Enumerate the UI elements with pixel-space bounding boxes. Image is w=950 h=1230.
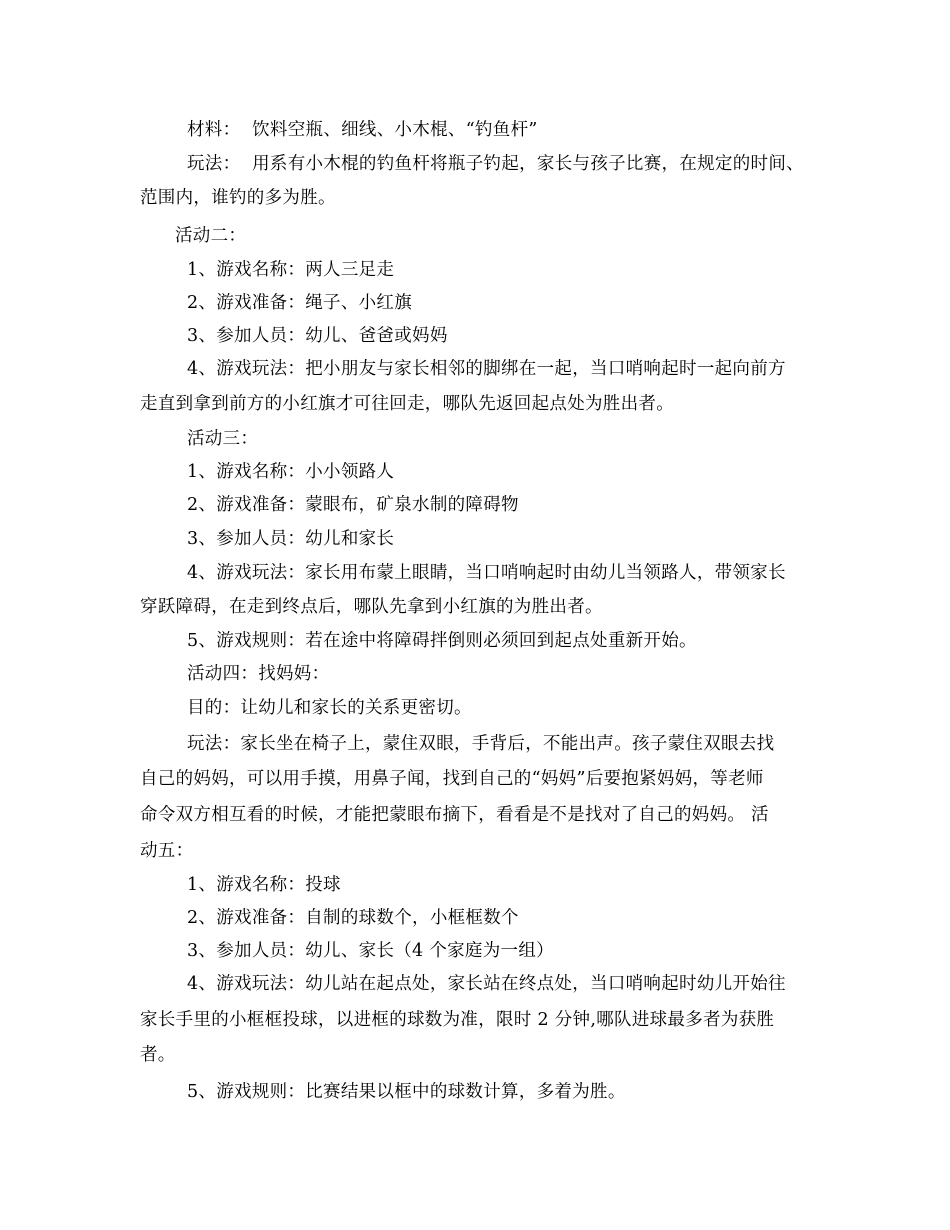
text-line: 目的：让幼儿和家长的关系更密切。: [187, 698, 472, 718]
section-heading: 活动三：: [187, 429, 259, 449]
text-line: 动五：: [140, 841, 194, 861]
text-line: 1、游戏名称：投球: [187, 875, 341, 895]
text-line: 3、参加人员：幼儿、爸爸或妈妈: [187, 326, 448, 346]
text-line: 4、游戏玩法：家长用布蒙上眼睛，当口哨响起时由幼儿当领路人，带领家长: [187, 563, 786, 583]
text-line: 4、游戏玩法：幼儿站在起点处，家长站在终点处，当口哨响起时幼儿开始往: [187, 974, 786, 994]
text-line: 3、参加人员：幼儿和家长: [187, 529, 395, 549]
text-line: 2、游戏准备：自制的球数个，小框框数个: [187, 908, 519, 928]
text-line: 玩法： 用系有小木棍的钓鱼杆将瓶子钓起，家长与孩子比赛，在规定的时间、: [187, 154, 804, 174]
text-line: 家长手里的小框框投球，以进框的球数为准，限时 2 分钟,哪队进球最多者为获胜: [140, 1010, 775, 1030]
section-heading: 活动四：找妈妈：: [187, 664, 330, 684]
text-line: 2、游戏准备：蒙眼布，矿泉水制的障碍物: [187, 495, 519, 515]
section-heading: 活动二：: [175, 226, 247, 246]
text-line: 3、参加人员：幼儿、家长（4 个家庭为一组）: [187, 941, 554, 961]
text-line: 范围内，谁钓的多为胜。: [140, 188, 336, 208]
text-line: 命令双方相互看的时候，才能把蒙眼布摘下，看看是不是找对了自己的妈妈。 活: [140, 805, 769, 825]
text-line: 5、游戏规则：比赛结果以框中的球数计算，多着为胜。: [187, 1082, 626, 1102]
text-line: 者。: [140, 1045, 176, 1065]
text-line: 穿跃障碍，在走到终点后，哪队先拿到小红旗的为胜出者。: [140, 597, 603, 617]
text-line: 玩法：家长坐在椅子上，蒙住双眼，手背后，不能出声。孩子蒙住双眼去找: [187, 734, 775, 754]
text-line: 1、游戏名称：两人三足走: [187, 260, 395, 280]
text-line: 4、游戏玩法：把小朋友与家长相邻的脚绑在一起，当口哨响起时一起向前方: [187, 359, 786, 379]
text-line: 2、游戏准备：绳子、小红旗: [187, 293, 413, 313]
text-line: 材料： 饮料空瓶、细线、小木棍、“钓鱼杆”: [187, 120, 538, 140]
text-line: 自己的妈妈，可以用手摸，用鼻子闻，找到自己的“妈妈”后要抱紧妈妈，等老师: [140, 769, 764, 789]
text-line: 1、游戏名称：小小领路人: [187, 462, 395, 482]
text-line: 5、游戏规则：若在途中将障碍拌倒则必须回到起点处重新开始。: [187, 631, 697, 651]
text-line: 走直到拿到前方的小红旗才可往回走，哪队先返回起点处为胜出者。: [140, 394, 674, 414]
